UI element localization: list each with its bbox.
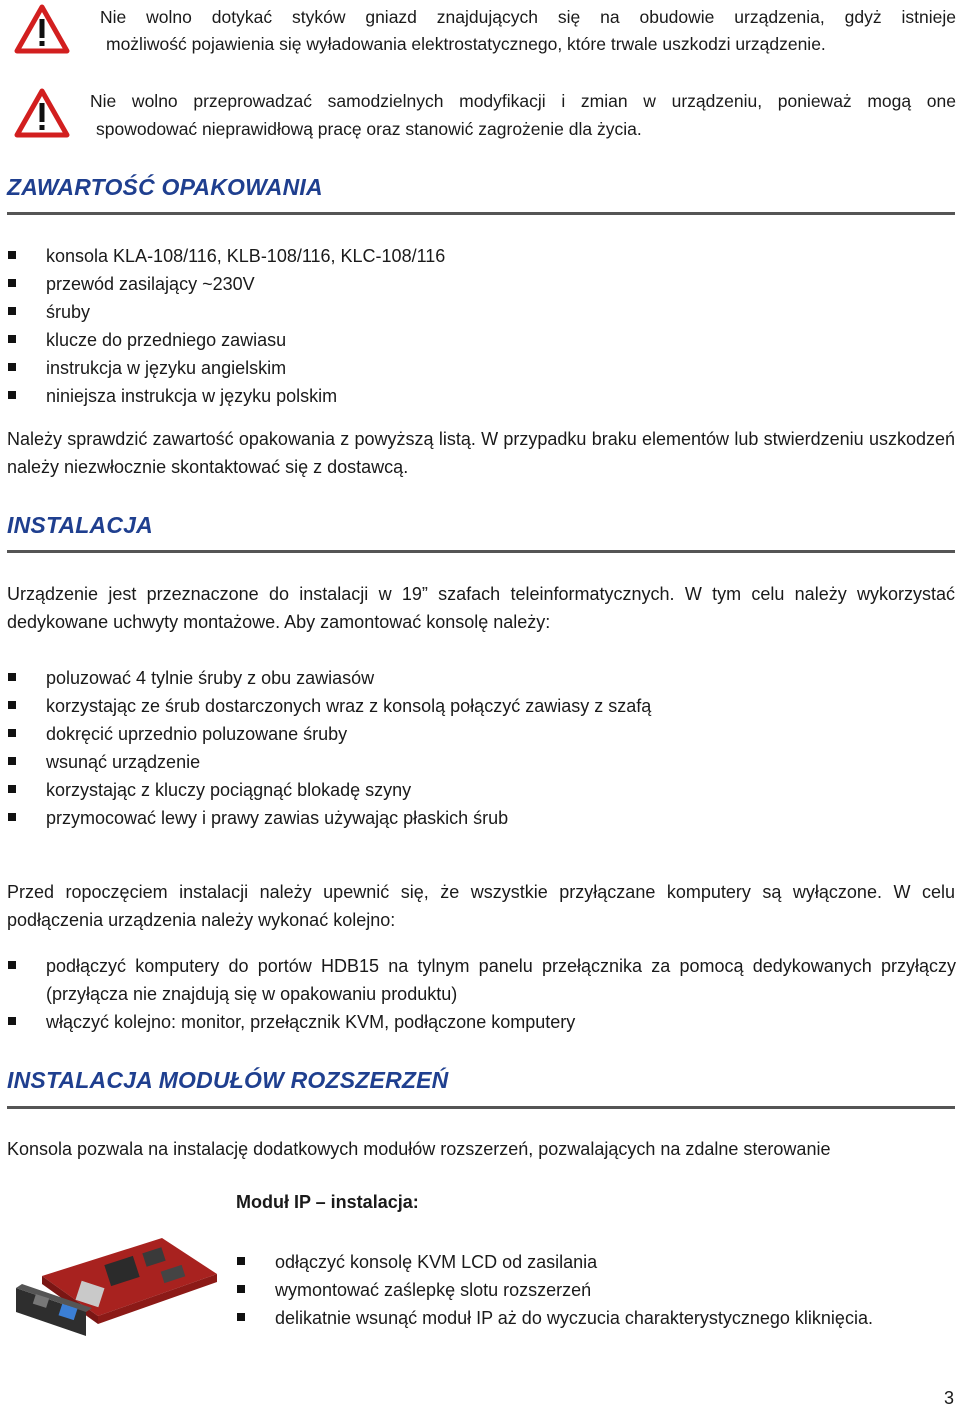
list-item: podłączyć komputery do portów HDB15 na tylnym panelu przełącznika za pomocą dedykowanych przyłączy (przyłącza nie znajdują się w opakowaniu produktu) — [8, 952, 956, 1008]
bullet-square-icon — [8, 251, 16, 259]
list-item: niniejsza instrukcja w języku polskim — [8, 382, 948, 410]
warning-text-2-line1: Nie wolno przeprowadzać samodzielnych modyfikacji i zmian w urządzeniu, ponieważ mogą one — [90, 91, 956, 111]
bullet-square-icon — [237, 1313, 245, 1321]
bullet-square-icon — [237, 1285, 245, 1293]
bullet-square-icon — [8, 813, 16, 821]
contents-note-paragraph: Należy sprawdzić zawartość opakowania z powyższą listą. W przypadku braku elementów lub stwierdzeniu uszkodzeń należy niezwłocznie skontaktować się z dostawcą. — [7, 429, 955, 477]
bullet-square-icon — [8, 729, 16, 737]
section-heading-contents: ZAWARTOŚĆ OPAKOWANIA — [7, 174, 323, 200]
list-item: poluzować 4 tylnie śruby z obu zawiasów — [8, 664, 948, 692]
package-contents-list — [8, 242, 948, 410]
ip-module-subheading: Moduł IP – instalacja: — [236, 1192, 419, 1212]
list-item: instrukcja w języku angielskim — [8, 354, 948, 382]
section-heading-install: INSTALACJA — [7, 512, 153, 538]
connect-steps-list — [8, 952, 956, 1036]
bullet-square-icon — [8, 785, 16, 793]
bullet-square-icon — [8, 757, 16, 765]
warning-triangle-icon — [14, 4, 70, 54]
bullet-square-icon — [8, 673, 16, 681]
page-number: 3 — [943, 1388, 954, 1408]
section-divider — [7, 550, 955, 553]
bullet-square-icon — [237, 1257, 245, 1265]
ip-module-steps-list — [237, 1248, 957, 1332]
list-item: delikatnie wsunąć moduł IP aż do wyczucia charakterystycznego kliknięcia. — [237, 1304, 957, 1332]
section-divider — [7, 1106, 955, 1109]
section-heading-modules: INSTALACJA MODUŁÓW ROZSZERZEŃ — [7, 1067, 449, 1093]
install-intro-paragraph: Urządzenie jest przeznaczone do instalacji w 19” szafach teleinformatycznych. W tym celu należy wykorzystać dedykowane uchwyty montażowe. Aby zamontować konsolę należy: — [7, 584, 955, 632]
modules-intro-paragraph: Konsola pozwala na instalację dodatkowych modułów rozszerzeń, pozwalających na zdalne sterowanie — [7, 1139, 831, 1159]
list-item: odłączyć konsolę KVM LCD od zasilania — [237, 1248, 957, 1276]
ip-module-photo — [12, 1232, 222, 1340]
list-item: wsunąć urządzenie — [8, 748, 948, 776]
list-item: korzystając z kluczy pociągnąć blokadę szyny — [8, 776, 948, 804]
list-item: przewód zasilający ~230V — [8, 270, 948, 298]
list-item: korzystając ze śrub dostarczonych wraz z konsolą połączyć zawiasy z szafą — [8, 692, 948, 720]
install-before-paragraph: Przed ropoczęciem instalacji należy upewnić się, że wszystkie przyłączane komputery są wyłączone. W celu podłączenia urządzenia należy wykonać kolejno: — [7, 882, 955, 930]
bullet-square-icon — [8, 279, 16, 287]
list-item: wymontować zaślepkę slotu rozszerzeń — [237, 1276, 957, 1304]
warning-text-1-line1: Nie wolno dotykać styków gniazd znajdujących się na obudowie urządzenia, gdyż istnieje — [100, 7, 956, 27]
list-item: dokręcić uprzednio poluzowane śruby — [8, 720, 948, 748]
section-divider — [7, 212, 955, 215]
list-item: konsola KLA-108/116, KLB-108/116, KLC-108/116 — [8, 242, 948, 270]
warning-triangle-icon — [14, 88, 70, 138]
warning-text-1-line2: możliwość pojawienia się wyładowania elektrostatycznego, które trwale uszkodzi urządzenie. — [106, 34, 826, 54]
bullet-square-icon — [8, 961, 16, 969]
bullet-square-icon — [8, 391, 16, 399]
bullet-square-icon — [8, 307, 16, 315]
bullet-square-icon — [8, 701, 16, 709]
bullet-square-icon — [8, 335, 16, 343]
bullet-square-icon — [8, 363, 16, 371]
warning-text-2-line2: spowodować nieprawidłową pracę oraz stanowić zagrożenie dla życia. — [96, 119, 642, 139]
install-steps-list — [8, 664, 948, 832]
list-item: włączyć kolejno: monitor, przełącznik KVM, podłączone komputery — [8, 1008, 956, 1036]
list-item: klucze do przedniego zawiasu — [8, 326, 948, 354]
list-item: śruby — [8, 298, 948, 326]
bullet-square-icon — [8, 1017, 16, 1025]
list-item: przymocować lewy i prawy zawias używając płaskich śrub — [8, 804, 948, 832]
